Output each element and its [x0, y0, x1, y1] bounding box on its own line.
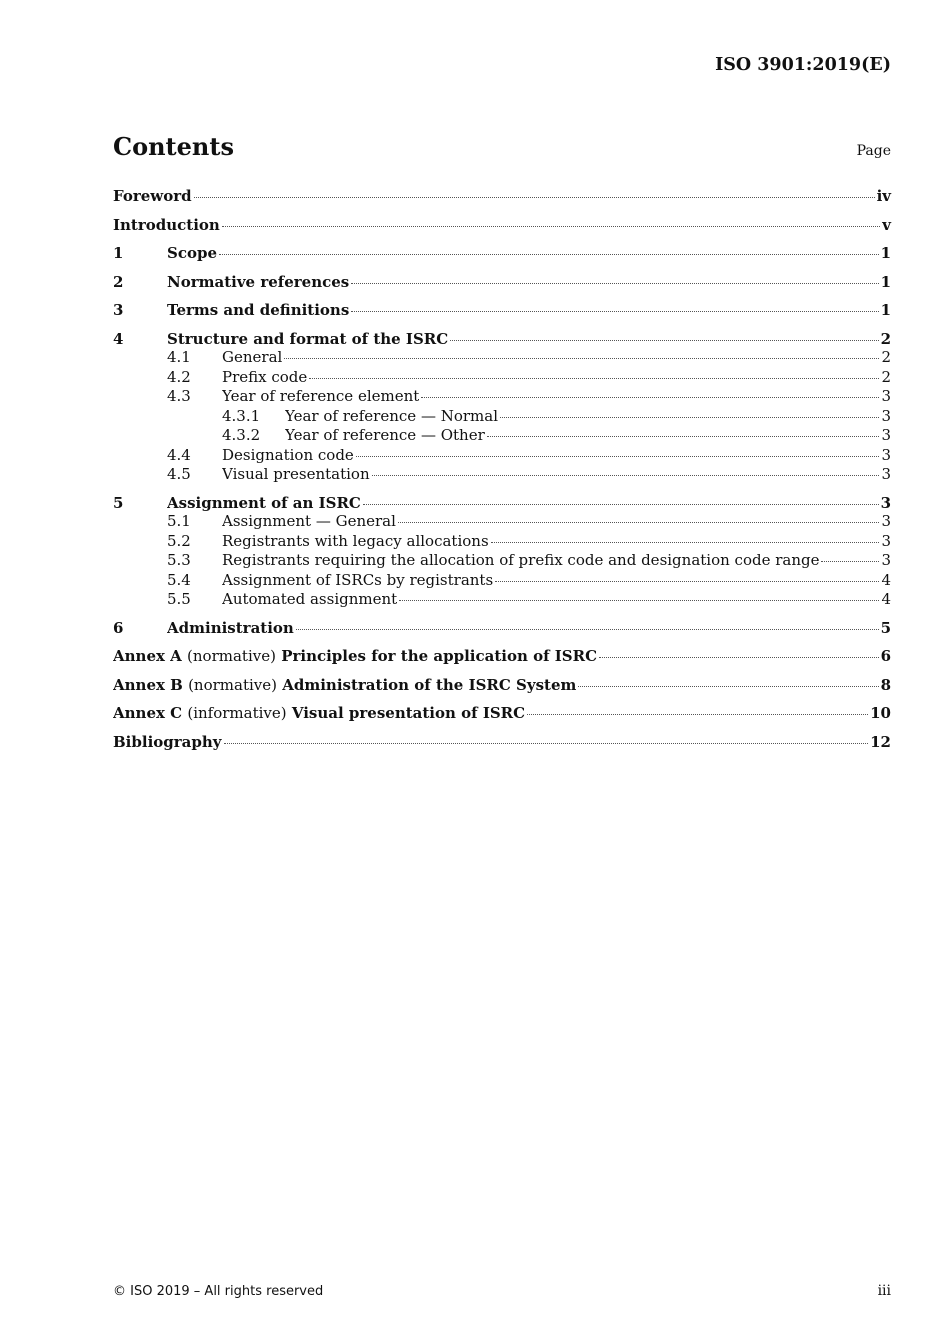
- toc-entry-number: 5: [113, 493, 124, 512]
- toc-entry[interactable]: [113, 675, 891, 704]
- toc-entry-title: Registrants with legacy allocations: [222, 531, 489, 550]
- toc-entry-number: 4: [113, 329, 124, 348]
- toc-entry-number: 4.1: [167, 348, 191, 366]
- toc-entry[interactable]: [113, 272, 891, 301]
- toc-entry-title: General: [222, 348, 283, 366]
- toc-entry-number: 4.3: [167, 387, 191, 405]
- dot-leader: [224, 743, 869, 744]
- toc-entry-title: [113, 703, 525, 723]
- toc-entry[interactable]: [113, 243, 891, 272]
- toc-entry-title: Assignment of ISRCs by registrants: [222, 570, 494, 589]
- toc-entry-page: 1: [880, 244, 891, 262]
- toc-entry-title: Designation code: [222, 445, 354, 464]
- toc-entry-number: 2: [113, 272, 124, 291]
- toc-entry[interactable]: [113, 571, 891, 591]
- annex-label: Annex B: [113, 675, 183, 694]
- toc-entry[interactable]: [113, 590, 891, 610]
- toc-entry[interactable]: [113, 215, 891, 244]
- toc-entry-page: 3: [881, 531, 891, 550]
- toc-entry-page: 3: [881, 406, 891, 425]
- annex-label: Annex A: [113, 647, 182, 665]
- dot-leader: [500, 417, 879, 418]
- document-id: ISO 3901:2019(E): [715, 55, 891, 75]
- toc-entry-page: 10: [870, 704, 891, 722]
- dot-leader: [421, 397, 879, 398]
- toc-entry-title: Bibliography: [113, 732, 222, 751]
- dot-leader: [219, 254, 879, 255]
- toc-entry-title: Visual presentation: [222, 465, 370, 483]
- toc-entry[interactable]: [113, 426, 891, 446]
- toc-entry-title: Scope: [167, 244, 218, 262]
- toc-entry[interactable]: [113, 732, 891, 761]
- toc-entry-page: 6: [880, 647, 891, 665]
- toc-entry-title: Registrants requiring the allocation of prefix code and designation code range: [222, 551, 820, 569]
- toc-entry[interactable]: [113, 646, 891, 675]
- annex-label: Annex C: [113, 704, 183, 722]
- toc-entry-title: Year of reference element: [222, 387, 420, 405]
- toc-entry-page: 3: [881, 551, 891, 569]
- copyright-notice: © ISO 2019 – All rights reserved: [113, 1284, 324, 1299]
- toc-entry-number: 4.2: [167, 367, 191, 386]
- toc-entry[interactable]: [113, 348, 891, 368]
- dot-leader: [222, 226, 880, 227]
- toc-entry[interactable]: [113, 551, 891, 571]
- toc-entry[interactable]: [113, 329, 891, 349]
- toc-entry-title: Year of reference — Normal: [285, 406, 498, 425]
- toc-entry-page: 3: [881, 512, 891, 530]
- dot-leader: [356, 456, 880, 457]
- toc-entry-number: 5.2: [167, 531, 191, 550]
- dot-leader: [351, 283, 878, 284]
- toc-entry-page: 1: [880, 272, 891, 291]
- toc-entry-page: 12: [870, 732, 891, 751]
- dot-leader: [599, 657, 879, 658]
- toc-entry[interactable]: [113, 465, 891, 485]
- toc-entry-page: 4: [881, 590, 891, 608]
- toc-entry-title: Assignment of an ISRC: [167, 493, 361, 512]
- dot-leader: [372, 475, 880, 476]
- toc-entry-number: 4.3.1: [222, 406, 261, 425]
- dot-leader: [491, 542, 880, 543]
- dot-leader: [495, 581, 879, 582]
- toc-entry-page: 8: [880, 675, 891, 694]
- toc-entry-page: 3: [880, 493, 891, 512]
- toc-entry-page: 3: [881, 445, 891, 464]
- toc-entry-title: Structure and format of the ISRC: [167, 329, 449, 348]
- dot-leader: [363, 504, 879, 505]
- toc-entry[interactable]: [113, 300, 891, 329]
- toc-entry[interactable]: [113, 532, 891, 552]
- toc-entry-number: 5.3: [167, 551, 191, 569]
- toc-entry-title: [113, 646, 597, 666]
- toc-entry[interactable]: [113, 186, 891, 215]
- dot-leader: [398, 522, 880, 523]
- toc-entry-number: 3: [113, 301, 124, 319]
- toc-entry[interactable]: [113, 407, 891, 427]
- toc-entry[interactable]: [113, 446, 891, 466]
- toc-entry-page: 3: [881, 387, 891, 405]
- dot-leader: [309, 378, 879, 379]
- annex-kind: (normative): [187, 647, 276, 665]
- toc-entry-page: 2: [880, 329, 891, 348]
- toc-entry-number: 5.1: [167, 512, 191, 530]
- dot-leader: [351, 311, 878, 312]
- toc-entry[interactable]: [113, 368, 891, 388]
- toc-entry-page: 3: [881, 426, 891, 444]
- toc-entry-page: 2: [881, 348, 891, 366]
- toc-entry-title: Terms and definitions: [167, 301, 350, 319]
- toc-entry-title: Prefix code: [222, 367, 308, 386]
- toc-entry-number: 4.5: [167, 465, 191, 483]
- toc-entry-title: Foreword: [113, 187, 192, 205]
- page-column-label: Page: [856, 143, 891, 159]
- dot-leader: [284, 358, 879, 359]
- toc-entry-page: iv: [876, 187, 891, 205]
- toc-entry-page: v: [882, 215, 891, 234]
- toc-entry-page: 5: [880, 618, 891, 637]
- dot-leader: [450, 340, 878, 341]
- toc-entry-page: 2: [881, 367, 891, 386]
- toc-entry-title: Assignment — General: [222, 512, 396, 530]
- toc-entry[interactable]: [113, 703, 891, 732]
- toc-entry-number: 1: [113, 244, 124, 262]
- toc-entry-title: Administration: [167, 618, 294, 637]
- annex-title: Visual presentation of ISRC: [291, 704, 526, 722]
- toc-entry-number: 4.3.2: [222, 426, 261, 444]
- dot-leader: [821, 561, 879, 562]
- toc-entry-title: [113, 675, 576, 695]
- dot-leader: [194, 197, 875, 198]
- toc-entry-number: 6: [113, 618, 124, 637]
- toc-entry-number: 5.5: [167, 590, 191, 608]
- annex-kind: (informative): [187, 704, 287, 722]
- dot-leader: [527, 714, 868, 715]
- toc-entry-number: 5.4: [167, 570, 191, 589]
- dot-leader: [296, 629, 879, 630]
- toc-entry-page: 3: [881, 465, 891, 483]
- dot-leader: [578, 686, 878, 687]
- dot-leader: [487, 436, 880, 437]
- footer-page-number: iii: [877, 1283, 891, 1299]
- toc-entry-title: Normative references: [167, 272, 350, 291]
- annex-title: Administration of the ISRC System: [282, 675, 577, 694]
- toc-entry-number: 4.4: [167, 445, 191, 464]
- toc-entry[interactable]: [113, 493, 891, 513]
- toc-entry[interactable]: [113, 618, 891, 647]
- toc-entry[interactable]: [113, 512, 891, 532]
- toc-entry-page: 4: [881, 570, 891, 589]
- annex-kind: (normative): [188, 675, 277, 694]
- annex-title: Principles for the application of ISRC: [281, 647, 598, 665]
- page-title: Contents: [113, 132, 234, 161]
- toc-entry-title: Introduction: [113, 215, 220, 234]
- toc-entry-title: Year of reference — Other: [285, 426, 485, 444]
- toc-entry-page: 1: [880, 301, 891, 319]
- table-of-contents: [113, 186, 891, 760]
- toc-entry[interactable]: [113, 387, 891, 407]
- dot-leader: [399, 600, 879, 601]
- toc-entry-title: Automated assignment: [222, 590, 398, 608]
